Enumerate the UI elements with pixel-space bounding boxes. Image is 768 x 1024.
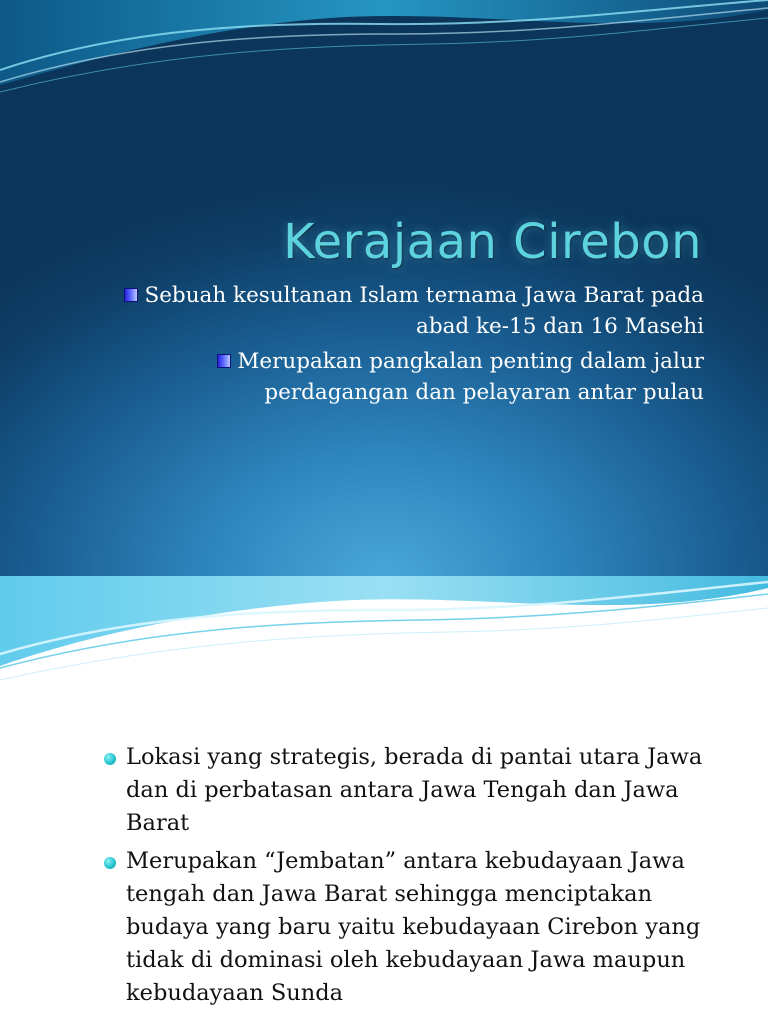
wave-decoration-top	[0, 0, 768, 100]
bullet-line: Barat	[126, 810, 190, 836]
bullet-item-2	[104, 845, 744, 1010]
slide-1-bullet-list	[54, 280, 704, 412]
square-bullet-icon	[217, 354, 231, 368]
slide-title: Kerajaan Cirebon	[283, 214, 702, 270]
bullet-item-1	[104, 741, 744, 840]
bullet-item-2	[54, 346, 704, 408]
bullet-item-1	[54, 280, 704, 342]
circle-bullet-icon	[104, 753, 116, 765]
bullet-line: budaya yang baru yaitu kebudayaan Cirebon yang	[126, 914, 701, 940]
bullet-line: perdagangan dan pelayaran antar pulau	[264, 380, 704, 405]
bullet-line: tidak di dominasi oleh kebudayaan Jawa maupun	[126, 947, 686, 973]
bullet-line: tengah dan Jawa Barat sehingga menciptakan	[126, 881, 653, 907]
bullet-line: kebudayaan Sunda	[126, 980, 344, 1006]
wave-decoration-top	[0, 576, 768, 686]
slide-2-bullet-list	[104, 741, 744, 1015]
bullet-line: abad ke-15 dan 16 Masehi	[416, 314, 704, 339]
bullet-line: Sebuah kesultanan Islam ternama Jawa Barat pada	[144, 283, 704, 308]
bullet-line: Merupakan “Jembatan” antara kebudayaan Jawa	[126, 848, 685, 874]
bullet-line: Merupakan pangkalan penting dalam jalur	[237, 349, 704, 374]
circle-bullet-icon	[104, 857, 116, 869]
square-bullet-icon	[124, 288, 138, 302]
bullet-line: dan di perbatasan antara Jawa Tengah dan Jawa	[126, 777, 679, 803]
slide-2	[0, 576, 768, 1024]
bullet-line: Lokasi yang strategis, berada di pantai utara Jawa	[126, 744, 703, 770]
